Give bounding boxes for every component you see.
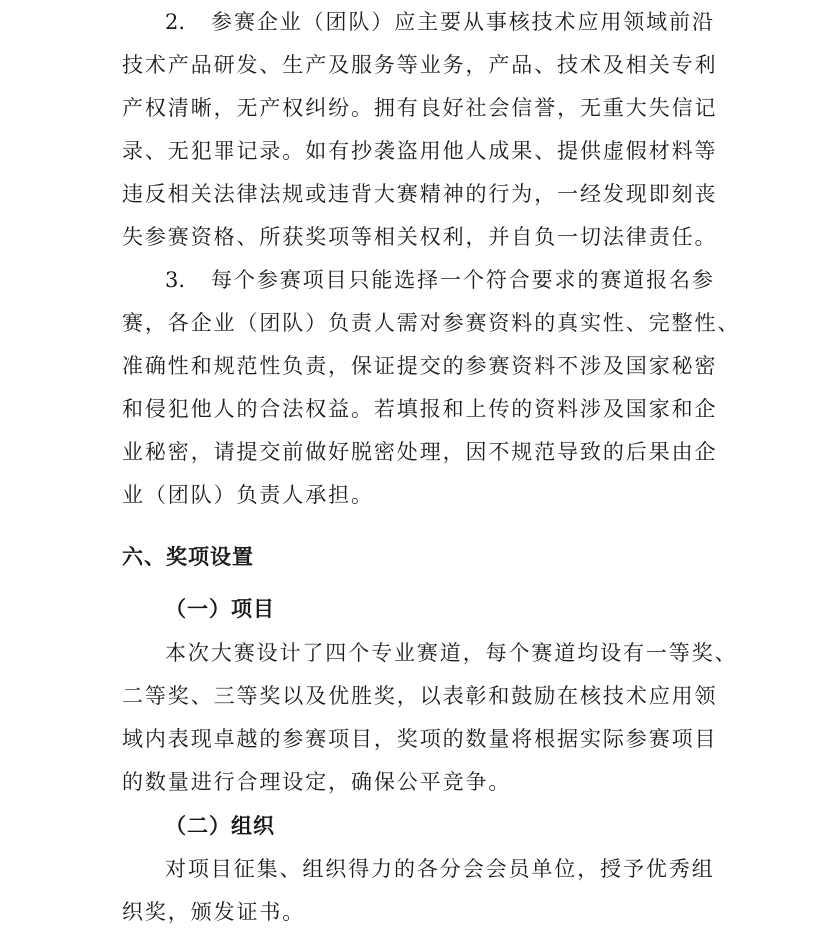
subsection-1-heading: （一）项目 bbox=[165, 597, 275, 621]
subsection-1-line-3: 域内表现卓越的参赛项目，奖项的数量将根据实际参赛项目 bbox=[122, 727, 718, 751]
paragraph-3-line-4: 和侵犯他人的合法权益。若填报和上传的资料涉及国家和企 bbox=[122, 397, 718, 421]
paragraph-2-line-1 bbox=[165, 8, 755, 36]
paragraph-2-text: 参赛企业（团队）应主要从事核技术应用领域前沿 bbox=[211, 10, 715, 34]
paragraph-2-line-3: 产权清晰，无产权纠纷。拥有良好社会信誉，无重大失信记 bbox=[122, 96, 718, 120]
paragraph-2-number: 2. bbox=[165, 10, 186, 34]
paragraph-3-line-1 bbox=[165, 266, 755, 294]
paragraph-3-line-5: 业秘密，请提交前做好脱密处理，因不规范导致的后果由企 bbox=[122, 440, 718, 464]
subsection-1-line-4: 的数量进行合理设定，确保公平竞争。 bbox=[122, 770, 512, 794]
section-6-heading: 六、奖项设置 bbox=[122, 545, 254, 569]
paragraph-2-line-6: 失参赛资格、所获奖项等相关权利，并自负一切法律责任。 bbox=[122, 225, 718, 249]
paragraph-2-line-5: 违反相关法律法规或违背大赛精神的行为，一经发现即刻丧 bbox=[122, 182, 718, 206]
subsection-1-line-2: 二等奖、三等奖以及优胜奖，以表彰和鼓励在核技术应用领 bbox=[122, 684, 718, 708]
paragraph-3-text: 每个参赛项目只能选择一个符合要求的赛道报名参 bbox=[211, 268, 715, 292]
subsection-2-heading: （二）组织 bbox=[165, 814, 275, 838]
subsection-1-line-1: 本次大赛设计了四个专业赛道，每个赛道均设有一等奖、 bbox=[165, 641, 738, 665]
paragraph-2-line-2: 技术产品研发、生产及服务等业务，产品、技术及相关专利 bbox=[122, 53, 718, 77]
subsection-2-line-1: 对项目征集、组织得力的各分会会员单位，授予优秀组 bbox=[165, 857, 715, 881]
paragraph-2-line-4: 录、无犯罪记录。如有抄袭盗用他人成果、提供虚假材料等 bbox=[122, 139, 718, 163]
paragraph-3-line-2: 赛，各企业（团队）负责人需对参赛资料的真实性、完整性、 bbox=[122, 311, 741, 335]
subsection-2-line-2: 织奖，颁发证书。 bbox=[122, 900, 306, 924]
paragraph-3-line-3: 准确性和规范性负责，保证提交的参赛资料不涉及国家秘密 bbox=[122, 354, 718, 378]
paragraph-3-line-6: 业（团队）负责人承担。 bbox=[122, 483, 374, 507]
paragraph-3-number: 3. bbox=[165, 268, 186, 292]
